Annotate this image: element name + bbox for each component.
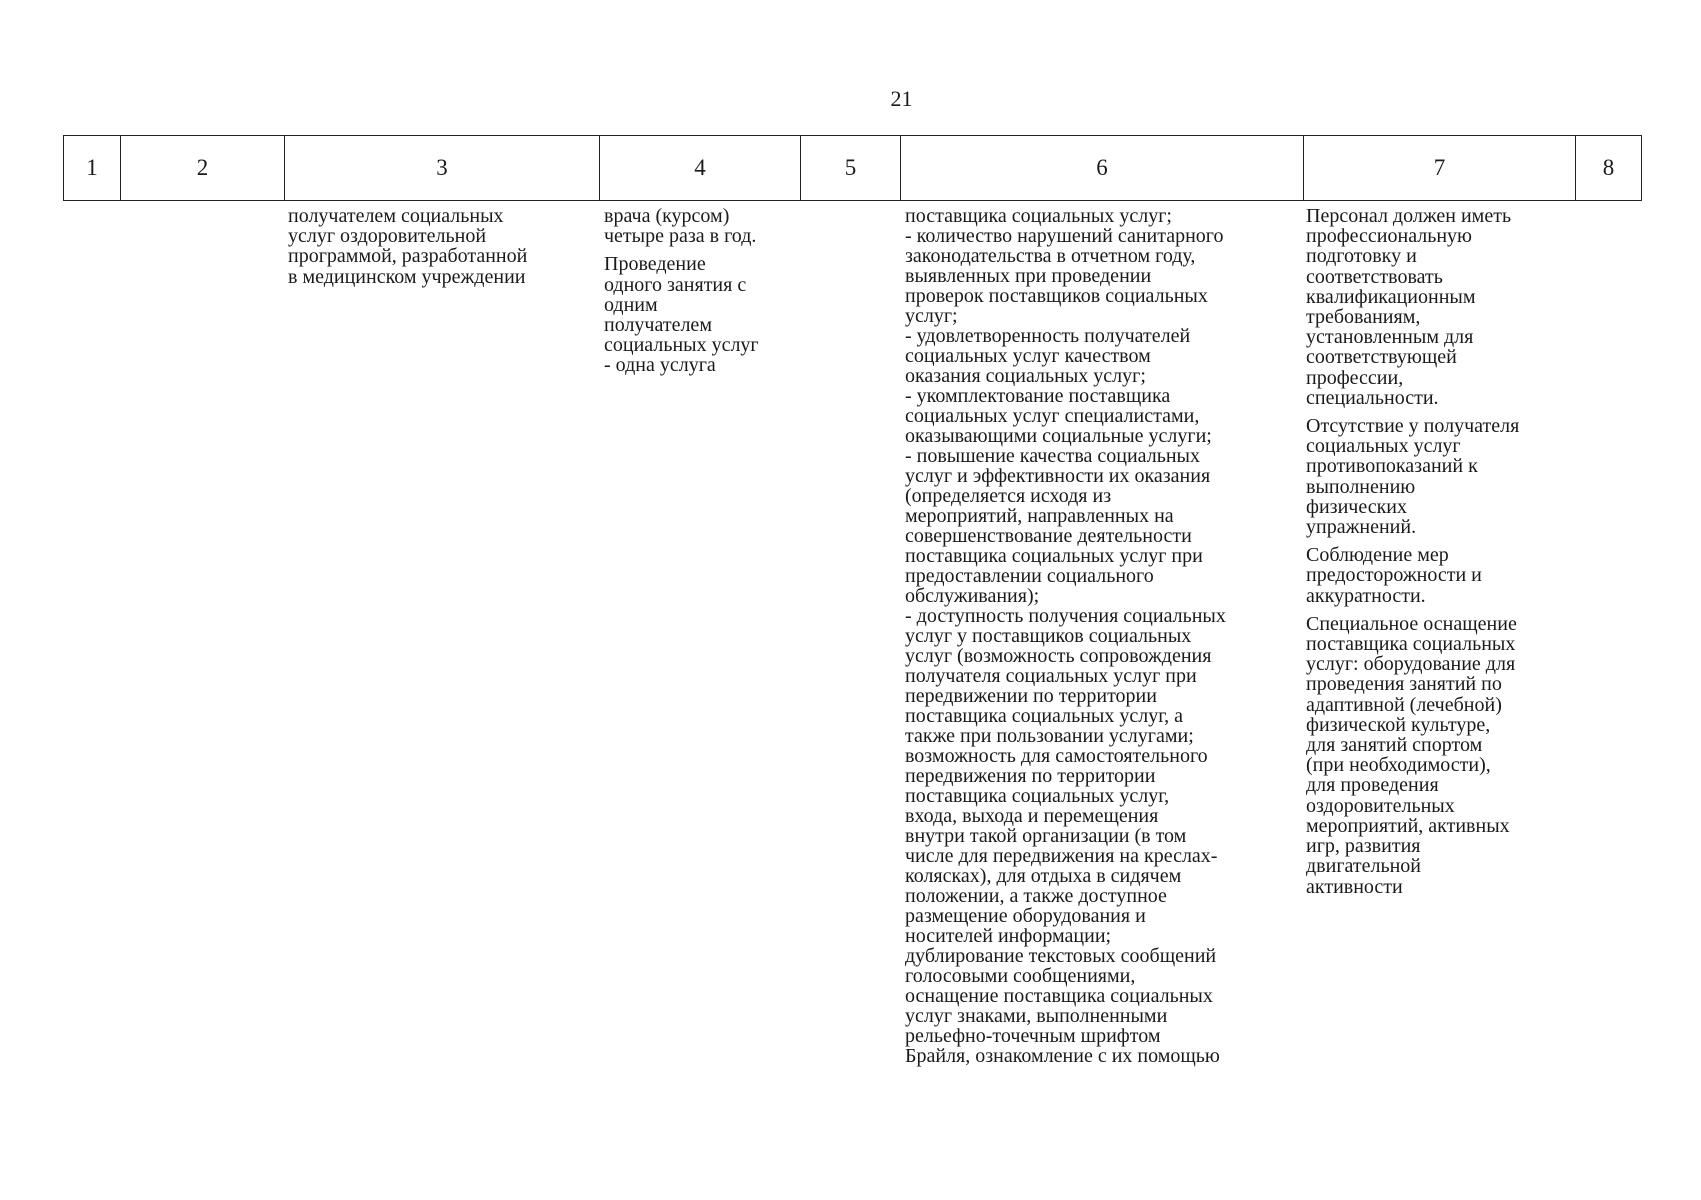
text-line: выявленных при проведении (905, 265, 1152, 287)
text-line: четыре раза в год. (604, 225, 757, 248)
text-line: игр, развития (1306, 835, 1421, 858)
column-4-text (604, 206, 759, 376)
text-line: положении, а также доступное (905, 885, 1167, 907)
text-line: подготовку и (1306, 245, 1417, 268)
text-line: для занятий спортом (1306, 734, 1483, 757)
text-line: также при пользовании услугами; (905, 725, 1194, 747)
text-line: противопоказаний к (1306, 455, 1478, 478)
header-cell-3: 3 (285, 136, 600, 201)
text-line: мероприятий, направленных на (905, 505, 1174, 527)
text-line: Брайля, ознакомление с их помощью (905, 1045, 1220, 1067)
text-line: требованиям, (1306, 306, 1421, 329)
header-cell-7: 7 (1304, 136, 1576, 201)
text-line: - одна услуга (604, 354, 716, 377)
text-line: поставщика социальных (1306, 633, 1516, 656)
text-line: услуг и эффективности их оказания (905, 465, 1211, 487)
text-line: в медицинском учреждении (288, 265, 526, 288)
text-line: одного занятия с (604, 273, 747, 296)
text-line: (определяется исходя из (905, 485, 1112, 507)
text-line: двигательной (1306, 855, 1422, 878)
text-line: Специальное оснащение (1306, 612, 1517, 635)
text-line: физических (1306, 495, 1407, 518)
header-cell-4: 4 (600, 136, 801, 201)
column-6-text (905, 206, 1226, 1066)
text-line: колясках), для отдыха в сидячем (905, 865, 1182, 887)
text-line: Соблюдение мер (1306, 544, 1449, 567)
text-line: рельефно-точечным шрифтом (905, 1025, 1161, 1047)
text-line: числе для передвижения на креслах- (905, 845, 1218, 867)
text-line: профессиональную (1306, 225, 1472, 248)
text-line: услуг (возможность сопровождения (905, 645, 1212, 667)
text-line: услуг оздоровительной (288, 225, 487, 248)
text-line: поставщика социальных услуг; (905, 205, 1172, 227)
text-line: законодательства в отчетном году, (905, 245, 1196, 267)
text-line: услуг; (905, 305, 958, 327)
text-line: мероприятий, активных (1306, 814, 1510, 837)
paragraph-special-equipment (1306, 614, 1519, 897)
text-line: (при необходимости), (1306, 754, 1491, 777)
text-line: проверок поставщиков социальных (905, 285, 1208, 307)
text-line: услуг знаками, выполненными (905, 1005, 1168, 1027)
text-line: услуг: оборудование для (1306, 653, 1516, 676)
text-line: поставщика социальных услуг, а (905, 705, 1184, 727)
text-line: - укомплектование поставщика (905, 385, 1171, 407)
paragraph-precautions (1306, 545, 1519, 606)
header-cell-5: 5 (801, 136, 901, 201)
text-line: входа, выхода и перемещения (905, 805, 1159, 827)
text-line: - доступность получения социальных (905, 605, 1226, 627)
text-line: профессии, (1306, 366, 1404, 389)
text-line: услуг у поставщиков социальных (905, 625, 1192, 647)
header-cell-8: 8 (1576, 136, 1642, 201)
text-line: упражнений. (1306, 516, 1417, 539)
column-number-header (63, 135, 1642, 201)
text-line: оказывающими социальные услуги; (905, 425, 1212, 447)
text-line: оказания социальных услуг; (905, 365, 1146, 387)
text-line: поставщика социальных услуг при (905, 545, 1203, 567)
text-line: социальных услуг качеством (905, 345, 1151, 367)
text-line: предосторожности и (1306, 564, 1482, 587)
text-line: специальности. (1306, 386, 1439, 409)
text-line: проведения занятий по (1306, 673, 1502, 696)
header-cell-1: 1 (64, 136, 121, 201)
text-line: передвижении по территории (905, 685, 1157, 707)
text-line: носителей информации; (905, 925, 1112, 947)
text-line: обслуживания); (905, 585, 1040, 607)
column-7-text (1306, 206, 1519, 897)
paragraph-contraindications (1306, 416, 1519, 537)
text-line: - количество нарушений санитарного (905, 225, 1224, 247)
text-line: социальных услуг специалистами, (905, 405, 1200, 427)
text-line: квалификационным (1306, 285, 1476, 308)
text-line: внутри такой организации (в том (905, 825, 1187, 847)
header-cell-2: 2 (121, 136, 285, 201)
text-line: соответствующей (1306, 346, 1457, 369)
text-line: физической культуре, (1306, 713, 1491, 736)
text-line: совершенствование деятельности (905, 525, 1192, 547)
text-line: получателем социальных (288, 205, 504, 227)
header-row (64, 136, 1642, 201)
text-line: врача (курсом) (604, 205, 730, 227)
text-line: одним (604, 293, 658, 316)
text-line: аккуратности. (1306, 584, 1426, 607)
text-line: Персонал должен иметь (1306, 205, 1512, 227)
text-line: выполнению (1306, 475, 1416, 498)
text-line: активности (1306, 875, 1403, 898)
text-line: установленным для (1306, 326, 1474, 349)
text-line: оснащение поставщика социальных (905, 985, 1213, 1007)
text-line: размещение оборудования и (905, 905, 1146, 927)
text-line: социальных услуг (1306, 435, 1461, 458)
text-line: голосовыми сообщениями, (905, 965, 1136, 987)
text-line: Проведение (604, 253, 706, 276)
text-line: соответствовать (1306, 265, 1443, 288)
text-line: передвижения по территории (905, 765, 1156, 787)
column-3-text (288, 206, 527, 287)
text-line: для проведения (1306, 774, 1439, 797)
text-line: поставщика социальных услуг, (905, 785, 1170, 807)
text-line: оздоровительных (1306, 794, 1455, 817)
text-line: Отсутствие у получателя (1306, 415, 1520, 438)
text-line: - удовлетворенность получателей (905, 325, 1191, 347)
text-line: получателем (604, 314, 712, 337)
text-line: - повышение качества социальных (905, 445, 1200, 467)
text-line: программой, разработанной (288, 245, 528, 268)
text-line: возможность для самостоятельного (905, 745, 1208, 767)
text-line: предоставлении социального (905, 565, 1154, 587)
text-line: дублирование текстовых сообщений (905, 945, 1217, 967)
header-cell-6: 6 (901, 136, 1304, 201)
paragraph-staff-requirements (1306, 206, 1519, 408)
page-number: 21 (890, 86, 913, 111)
text-line: получателя социальных услуг при (905, 665, 1197, 687)
text-line: социальных услуг (604, 334, 759, 357)
text-line: адаптивной (лечебной) (1306, 693, 1502, 716)
